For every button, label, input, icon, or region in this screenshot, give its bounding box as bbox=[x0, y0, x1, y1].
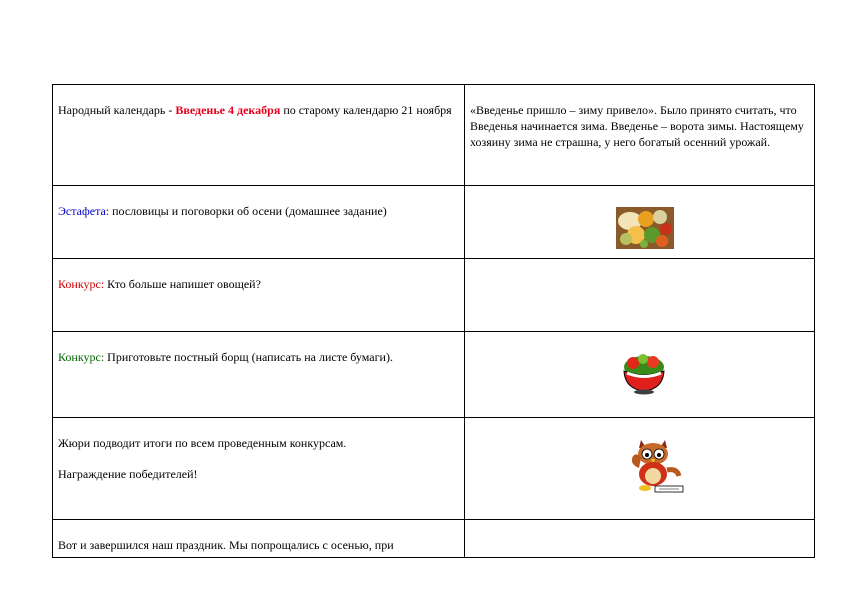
proverb-text: «Введенье пришло – зиму привело». Было принято считать, что Введенья начинается зима. Введенье – ворота зимы. Настоящему хозяину зима не страшна, у него богатый осенний урожай. bbox=[470, 103, 804, 149]
contest-text: Кто больше напишет овощей? bbox=[104, 277, 261, 291]
table-row bbox=[53, 186, 815, 259]
empty-cell bbox=[465, 259, 815, 332]
contest-label: Конкурс: bbox=[58, 277, 105, 291]
owl-cell bbox=[465, 418, 815, 520]
table-row bbox=[53, 259, 815, 332]
closing-text: Вот и завершился наш праздник. Мы попрощались с осенью, при bbox=[58, 538, 394, 552]
table-row bbox=[53, 85, 815, 186]
owl-writing-image bbox=[621, 434, 691, 496]
closing-cell bbox=[53, 520, 465, 558]
relay-cell bbox=[53, 186, 465, 259]
contest-text: Приготовьте постный борщ (написать на листе бумаги). bbox=[104, 350, 393, 364]
lesson-table bbox=[52, 84, 815, 558]
salad-bowl-image bbox=[621, 353, 667, 395]
relay-label: Эстафета: bbox=[58, 204, 110, 218]
award-text: Награждение победителей! bbox=[58, 467, 198, 481]
vvedenie-date-highlight: Введенье 4 декабря bbox=[175, 103, 281, 117]
contest-borsch-cell bbox=[53, 332, 465, 418]
contest-label: Конкурс: bbox=[58, 350, 105, 364]
table-row bbox=[53, 520, 815, 558]
vegetables-cell bbox=[465, 186, 815, 259]
vegetables-image bbox=[616, 207, 674, 249]
relay-text: пословицы и поговорки об осени (домашнее задание) bbox=[109, 204, 387, 218]
table-row bbox=[53, 418, 815, 520]
calendar-prefix: Народный календарь - bbox=[58, 103, 176, 117]
proverb-cell bbox=[465, 85, 815, 186]
salad-cell bbox=[465, 332, 815, 418]
calendar-suffix: по старому календарю 21 ноября bbox=[280, 103, 452, 117]
jury-text: Жюри подводит итоги по всем проведенным конкурсам. bbox=[58, 436, 347, 450]
empty-cell bbox=[465, 520, 815, 558]
table-row bbox=[53, 332, 815, 418]
jury-cell bbox=[53, 418, 465, 520]
contest-vegetables-cell bbox=[53, 259, 465, 332]
calendar-cell bbox=[53, 85, 465, 186]
